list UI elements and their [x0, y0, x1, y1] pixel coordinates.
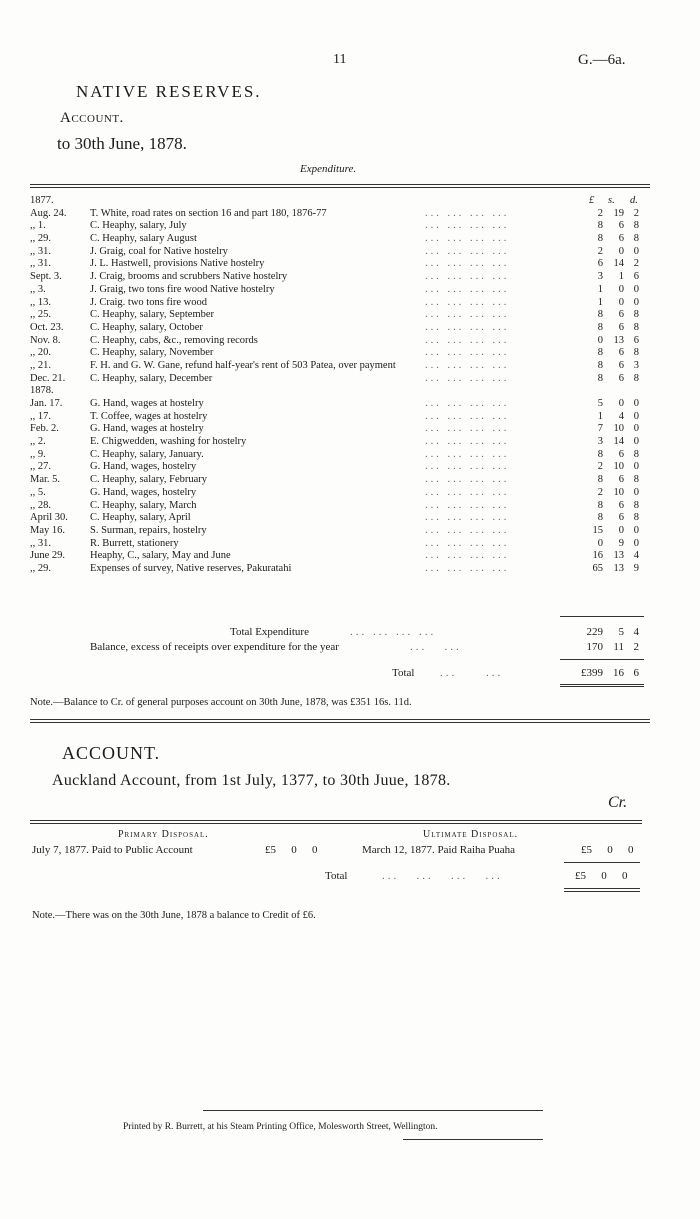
entry-description: C. Heaphy, salary August	[90, 233, 197, 245]
entry-description: C. Heaphy, salary, April	[90, 512, 191, 524]
table-row	[30, 220, 650, 233]
top-rule-2	[30, 187, 650, 188]
entry-description: C. Heaphy, salary, December	[90, 372, 213, 384]
pence-header: d.	[630, 195, 638, 206]
entry-pounds: 6	[597, 258, 603, 270]
entry-pounds: 3	[597, 436, 603, 448]
entry-pence: 8	[633, 499, 639, 511]
entry-pence: 0	[633, 436, 639, 448]
entry-description: C. Heaphy, cabs, &c., removing records	[90, 334, 258, 346]
entry-shillings: 6	[618, 309, 624, 321]
entry-date: ,, 25.	[30, 309, 51, 321]
entry-description: C. Heaphy, salary, July	[90, 220, 187, 232]
entry-pence: 2	[633, 258, 639, 270]
entry-description: S. Surman, repairs, hostelry	[90, 524, 207, 536]
grand-total-pence: 6	[633, 667, 639, 679]
leader-dots: ... ... ... ...	[425, 562, 510, 574]
entry-description: C. Heaphy, salary, January.	[90, 448, 204, 460]
entry-date: ,, 3.	[30, 283, 46, 295]
leader-dots: ... ... ... ...	[350, 626, 437, 638]
entry-shillings: 19	[613, 207, 624, 219]
grand-total-row	[30, 667, 650, 681]
entry-pence: 6	[633, 334, 639, 346]
leader-dots: ... ... ... ...	[425, 372, 510, 384]
entry-pence: 0	[633, 461, 639, 473]
entry-shillings: 10	[613, 461, 624, 473]
entry-date: ,, 29.	[30, 562, 51, 574]
entry-pence: 0	[633, 524, 639, 536]
table-row	[30, 284, 650, 297]
leader-dots: ... ... ... ...	[425, 436, 510, 448]
auckland-account-title: ACCOUNT.	[62, 743, 161, 763]
section-title: NATIVE RESERVES.	[76, 82, 262, 101]
entry-description: G. Hand, wages at hostelry	[90, 398, 204, 409]
entry-date: Oct. 23.	[30, 321, 64, 333]
table-row	[30, 309, 650, 322]
entry-shillings: 0	[618, 524, 624, 536]
primary-pounds: £5	[265, 844, 276, 856]
table-row	[30, 512, 650, 525]
entry-pounds: 8	[597, 372, 603, 384]
expenditure-heading: Expenditure.	[300, 163, 357, 175]
entry-pounds: 8	[597, 233, 603, 245]
total-expenditure-pence: 4	[633, 626, 639, 638]
primary-disposal-heading: Primary Disposal.	[118, 829, 209, 840]
table-row	[30, 411, 650, 424]
table-row	[30, 436, 650, 449]
leader-dots: ... ...	[410, 641, 462, 653]
leader-dots: ... ...	[440, 667, 504, 679]
entry-description: J. Craig, brooms and scrubbers Native hostelry	[90, 271, 288, 283]
entry-shillings: 10	[613, 423, 624, 435]
leader-dots: ... ... ... ...	[425, 233, 510, 245]
entry-date: ,, 28.	[30, 499, 51, 511]
entry-pounds: 3	[597, 271, 603, 283]
entry-description: G. Hand, wages at hostelry	[90, 423, 204, 435]
entry-pence: 9	[633, 562, 639, 574]
entry-description: F. H. and G. W. Gane, refund half-year's rent of 503 Patea, over payment	[90, 359, 396, 371]
entry-description: C. Heaphy, salary, March	[90, 499, 197, 511]
entry-pence: 0	[633, 283, 639, 295]
table-row	[30, 246, 650, 259]
table-row	[30, 360, 650, 373]
entry-shillings: 14	[613, 258, 624, 270]
auckland-total-rule	[564, 862, 640, 863]
entry-description: E. Chigwedden, washing for hostelry	[90, 436, 247, 448]
entry-pence: 8	[633, 474, 639, 486]
entry-pence: 0	[633, 486, 639, 498]
entry-pounds: 0	[597, 537, 603, 549]
entry-pence: 0	[633, 423, 639, 435]
leader-dots: ... ... ... ...	[425, 334, 510, 346]
leader-dots: ... ... ... ...	[425, 245, 510, 257]
table-row	[30, 500, 650, 513]
leader-dots: ... ... ... ...	[425, 537, 510, 549]
entry-date: ,, 9.	[30, 448, 46, 460]
entry-shillings: 6	[618, 321, 624, 333]
grand-total-label: Total	[392, 667, 415, 679]
table-row	[30, 373, 650, 386]
printer-imprint: Printed by R. Burrett, at his Steam Printing Office, Molesworth Street, Wellington.	[123, 1122, 438, 1132]
grand-total-double-rule-2	[560, 686, 644, 687]
grand-total-pounds: £399	[581, 667, 603, 679]
leader-dots: ... ... ... ...	[425, 474, 510, 486]
entry-shillings: 6	[618, 448, 624, 460]
auckland-account-subtitle: Auckland Account, from 1st July, 1377, to 30th Juue, 1878.	[52, 772, 451, 789]
ultimate-disposal-heading: Ultimate Disposal.	[423, 829, 519, 840]
pounds-header: £	[589, 195, 595, 206]
leader-dots: ... ... ... ...	[425, 512, 510, 524]
leader-dots: ... ... ... ...	[425, 524, 510, 536]
ultimate-pounds: £5	[581, 844, 592, 856]
table-row	[30, 385, 650, 398]
table-row	[30, 195, 650, 208]
footer-rule-2	[403, 1139, 543, 1140]
entry-pence: 6	[633, 271, 639, 283]
entry-description: G. Hand, wages, hostelry	[90, 461, 197, 473]
auckland-top-rule-2	[30, 823, 642, 824]
entry-description: J. Graig, coal for Native hostelry	[90, 245, 228, 257]
grand-total-double-rule	[560, 684, 644, 685]
entry-pounds: 8	[597, 321, 603, 333]
entry-date: Dec. 21.	[30, 372, 66, 384]
entry-date: Jan. 17.	[30, 398, 63, 409]
entry-pounds: 1	[597, 410, 603, 422]
entry-description: J. L. Hastwell, provisions Native hostelry	[90, 258, 265, 270]
entry-pence: 8	[633, 512, 639, 524]
leader-dots: ... ... ... ...	[425, 347, 510, 359]
entry-date: ,, 1.	[30, 220, 46, 232]
entry-shillings: 13	[613, 550, 624, 562]
leader-dots: ... ... ... ...	[425, 410, 510, 422]
entry-date: June 29.	[30, 550, 65, 562]
page-reference: G.—6a.	[578, 52, 626, 68]
entry-pence: 0	[633, 245, 639, 257]
leader-dots: ... ... ... ...	[425, 448, 510, 460]
entry-pounds: 2	[597, 461, 603, 473]
entry-description: R. Burrett, stationery	[90, 537, 179, 549]
entry-shillings: 0	[618, 398, 624, 409]
table-row	[30, 423, 650, 436]
auckland-total-label: Total	[325, 870, 348, 882]
entry-date: Mar. 5.	[30, 474, 61, 486]
entry-shillings: 14	[613, 436, 624, 448]
entry-pence: 0	[633, 296, 639, 308]
entry-description: C. Heaphy, salary, September	[90, 309, 215, 321]
entry-description: Expenses of survey, Native reserves, Pakuratahi	[90, 562, 292, 574]
entry-description: C. Heaphy, salary, November	[90, 347, 214, 359]
entry-pence: 8	[633, 448, 639, 460]
total-expenditure-label: Total Expenditure	[230, 626, 309, 638]
leader-dots: ... ... ... ...	[425, 220, 510, 232]
table-row	[30, 550, 650, 563]
entry-description: J. Craig. two tons fire wood	[90, 296, 207, 308]
entry-date: Sept. 3.	[30, 271, 62, 283]
entry-date: ,, 31.	[30, 245, 51, 257]
leader-dots: ... ... ... ...	[425, 423, 510, 435]
entry-shillings: 1	[618, 271, 624, 283]
credit-label: Cr.	[608, 794, 628, 811]
table-row	[30, 322, 650, 335]
leader-dots: ... ... ... ...	[425, 283, 510, 295]
entry-pounds: 8	[597, 512, 603, 524]
entry-date: May 16.	[30, 524, 65, 536]
entry-description: C. Heaphy, salary, October	[90, 321, 203, 333]
entry-pounds: 2	[597, 245, 603, 257]
entry-description: C. Heaphy, salary, February	[90, 474, 208, 486]
leader-dots: ... ... ... ...	[425, 296, 510, 308]
entry-shillings: 6	[618, 220, 624, 232]
ultimate-shillings: 0	[607, 844, 613, 856]
entry-pounds: 16	[592, 550, 603, 562]
leader-dots: ... ... ... ...	[425, 271, 510, 283]
auckland-top-rule	[30, 820, 642, 821]
total-expenditure-row	[30, 626, 650, 640]
page-number: 11	[333, 52, 347, 67]
shillings-header: s.	[608, 195, 615, 206]
entry-date: ,, 29.	[30, 233, 51, 245]
table-row	[30, 563, 650, 576]
table-row	[30, 208, 650, 221]
entry-date: April 30.	[30, 512, 68, 524]
entry-description: G. Hand, wages, hostelry	[90, 486, 197, 498]
table-row	[30, 525, 650, 538]
entry-pounds: 65	[592, 562, 603, 574]
totals-rule	[560, 616, 644, 617]
leader-dots: ... ... ... ...	[425, 321, 510, 333]
entry-shillings: 6	[618, 233, 624, 245]
entry-date: 1877.	[30, 195, 54, 206]
section-divider	[30, 719, 650, 720]
entry-pounds: 7	[597, 423, 603, 435]
footer-rule	[203, 1110, 543, 1111]
table-row	[30, 258, 650, 271]
entry-pence: 0	[633, 398, 639, 409]
entry-shillings: 13	[613, 334, 624, 346]
entry-pounds: 8	[597, 474, 603, 486]
table-row	[30, 461, 650, 474]
table-row	[30, 233, 650, 246]
entry-pence: 8	[633, 309, 639, 321]
leader-dots: ... ... ... ...	[425, 258, 510, 270]
entry-shillings: 4	[618, 410, 624, 422]
balance-row	[30, 641, 650, 655]
entry-pence: 8	[633, 321, 639, 333]
entry-pence: 3	[633, 359, 639, 371]
entry-pounds: 5	[597, 398, 603, 409]
auckland-total-amount	[564, 870, 628, 882]
auckland-total-pence: 0	[622, 870, 628, 882]
entry-date: Aug. 24.	[30, 207, 67, 219]
leader-dots: ... ... ... ...	[425, 461, 510, 473]
entry-pence: 4	[633, 550, 639, 562]
expenditure-table	[30, 195, 650, 576]
primary-pence: 0	[312, 844, 318, 856]
entry-date: ,, 21.	[30, 359, 51, 371]
entry-shillings: 10	[613, 486, 624, 498]
total-expenditure-pounds: 229	[586, 626, 603, 638]
entry-description: T. White, road rates on section 16 and part 180, 1876-77	[90, 207, 327, 219]
entry-shillings: 13	[613, 562, 624, 574]
leader-dots: ... ... ... ...	[425, 499, 510, 511]
entry-description: T. Coffee, wages at hostelry	[90, 410, 208, 422]
entry-pence: 8	[633, 233, 639, 245]
balance-label: Balance, excess of receipts over expenditure for the year	[90, 641, 339, 653]
table-row	[30, 347, 650, 360]
note-credit: Note.—There was on the 30th June, 1878 a balance to Credit of £6.	[32, 910, 316, 921]
entry-pounds: 8	[597, 448, 603, 460]
entry-pence: 8	[633, 220, 639, 232]
entry-pounds: 8	[597, 220, 603, 232]
balance-shillings: 11	[613, 641, 624, 653]
table-row	[30, 538, 650, 551]
total-expenditure-shillings: 5	[618, 626, 624, 638]
leader-dots: ... ... ... ...	[425, 359, 510, 371]
primary-shillings: 0	[291, 844, 297, 856]
entry-shillings: 6	[618, 474, 624, 486]
entry-shillings: 0	[618, 283, 624, 295]
entry-shillings: 6	[618, 372, 624, 384]
balance-pence: 2	[633, 641, 639, 653]
entry-pounds: 8	[597, 347, 603, 359]
grand-total-rule	[560, 659, 644, 660]
entry-shillings: 9	[618, 537, 624, 549]
entry-pence: 0	[633, 537, 639, 549]
table-row	[30, 335, 650, 348]
entry-date: ,, 27.	[30, 461, 51, 473]
entry-pounds: 15	[592, 524, 603, 536]
entry-pounds: 8	[597, 499, 603, 511]
entry-pence: 8	[633, 347, 639, 359]
note-balance: Note.—Balance to Cr. of general purposes account on 30th June, 1878, was £351 16s. 11d.	[30, 697, 412, 708]
balance-pounds: 170	[586, 641, 603, 653]
leader-dots: ... ... ... ...	[425, 550, 510, 562]
table-row	[30, 449, 650, 462]
table-row	[30, 271, 650, 284]
entry-shillings: 6	[618, 347, 624, 359]
entry-pence: 2	[633, 207, 639, 219]
entry-date: ,, 2.	[30, 436, 46, 448]
account-label: Account.	[60, 110, 124, 126]
entry-description: Heaphy, C., salary, May and June	[90, 550, 231, 562]
entry-pounds: 8	[597, 309, 603, 321]
ultimate-disposal-amount	[570, 844, 634, 856]
top-rule	[30, 184, 650, 185]
entry-date: ,, 13.	[30, 296, 51, 308]
entry-pounds: 2	[597, 207, 603, 219]
entry-date: Feb. 2.	[30, 423, 59, 435]
entry-date: 1878.	[30, 385, 54, 397]
entry-date: ,, 31.	[30, 258, 51, 270]
entry-date: ,, 20.	[30, 347, 51, 359]
leader-dots: ... ... ... ...	[425, 309, 510, 321]
entry-date: ,, 5.	[30, 486, 46, 498]
entry-pence: 8	[633, 372, 639, 384]
entry-pounds: 2	[597, 486, 603, 498]
ultimate-disposal-entry: March 12, 1877. Paid Raiha Puaha	[362, 844, 516, 856]
section-divider-2	[30, 722, 650, 723]
auckland-double-rule-2	[564, 891, 640, 892]
entry-date: ,, 31.	[30, 537, 51, 549]
entry-shillings: 6	[618, 359, 624, 371]
ultimate-pence: 0	[628, 844, 634, 856]
entry-shillings: 6	[618, 512, 624, 524]
table-row	[30, 474, 650, 487]
primary-disposal-amount	[254, 844, 318, 856]
entry-date: Nov. 8.	[30, 334, 61, 346]
entry-pounds: 0	[597, 334, 603, 346]
auckland-total-pounds: £5	[575, 870, 586, 882]
leader-dots: ... ... ... ...	[382, 870, 503, 882]
table-row	[30, 297, 650, 310]
entry-shillings: 6	[618, 499, 624, 511]
leader-dots: ... ... ... ...	[425, 398, 510, 409]
primary-disposal-entry: July 7, 1877. Paid to Public Account	[32, 844, 193, 856]
auckland-double-rule	[564, 888, 640, 889]
entry-shillings: 0	[618, 296, 624, 308]
auckland-total-shillings: 0	[601, 870, 607, 882]
entry-date: ,, 17.	[30, 410, 51, 422]
table-row	[30, 398, 650, 411]
grand-total-shillings: 16	[613, 667, 624, 679]
account-period: to 30th June, 1878.	[57, 134, 187, 153]
entry-pounds: 8	[597, 359, 603, 371]
entry-shillings: 0	[618, 245, 624, 257]
leader-dots: ... ... ... ...	[425, 207, 510, 219]
entry-pounds: 1	[597, 296, 603, 308]
entry-pence: 0	[633, 410, 639, 422]
entry-description: J. Graig, two tons fire wood Native hostelry	[90, 283, 275, 295]
entry-pounds: 1	[597, 283, 603, 295]
table-row	[30, 487, 650, 500]
leader-dots: ... ... ... ...	[425, 486, 510, 498]
